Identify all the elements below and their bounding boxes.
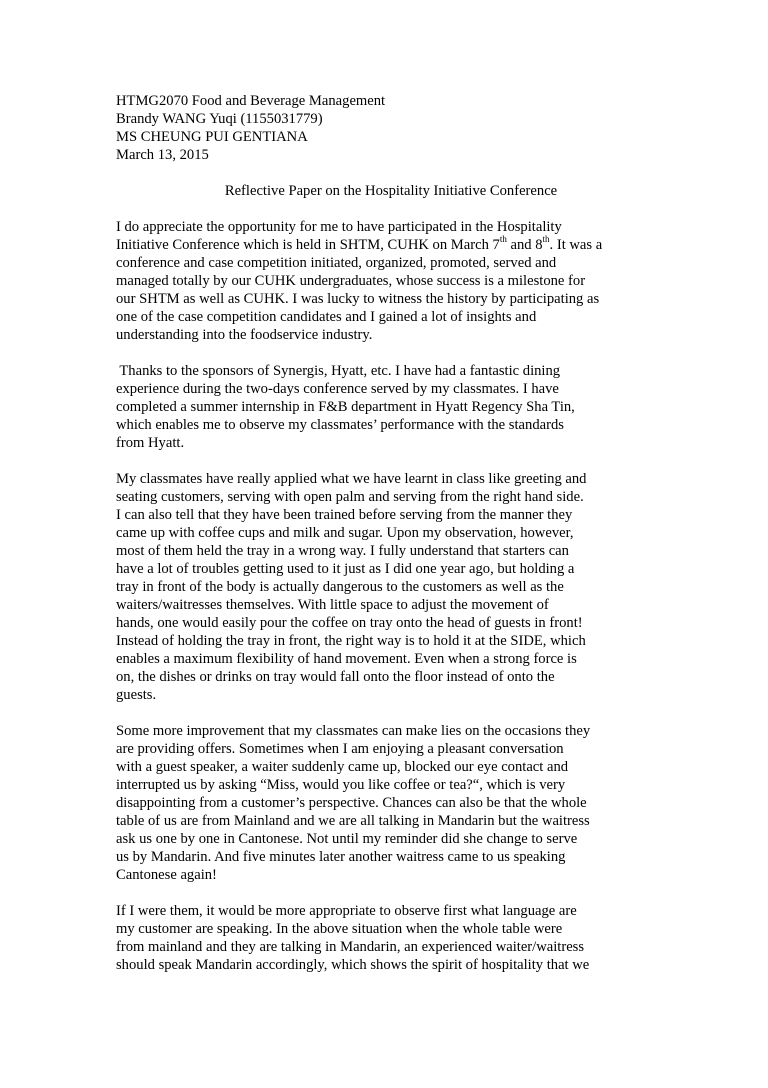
paragraph-line: disappointing from a customer’s perspective. Chances can also be that the whole bbox=[116, 795, 587, 811]
header-block bbox=[116, 92, 656, 164]
paragraph-line: my customer are speaking. In the above situation when the whole table were bbox=[116, 921, 563, 937]
paragraph-line: our SHTM as well as CUHK. I was lucky to witness the history by participating as bbox=[116, 291, 600, 307]
paragraph-line: I can also tell that they have been trained before serving from the manner they bbox=[116, 507, 573, 523]
paragraph-line: understanding into the foodservice industry. bbox=[116, 327, 373, 343]
paragraph-line: ask us one by one in Cantonese. Not until my reminder did she change to serve bbox=[116, 831, 578, 847]
paragraph-3 bbox=[116, 470, 656, 704]
paragraph-4 bbox=[116, 722, 656, 884]
paragraph-line: Cantonese again! bbox=[116, 867, 217, 883]
document-body bbox=[116, 92, 656, 992]
line-text: and 8 bbox=[506, 237, 543, 253]
student-line: Brandy WANG Yuqi (1155031779) bbox=[116, 111, 323, 127]
paragraph-line: on, the dishes or drinks on tray would fall onto the floor instead of onto the bbox=[116, 669, 555, 685]
paragraph-line: table of us are from Mainland and we are all talking in Mandarin but the waitress bbox=[116, 813, 590, 829]
paragraph-1 bbox=[116, 218, 656, 344]
instructor-line: MS CHEUNG PUI GENTIANA bbox=[116, 129, 308, 145]
line-text: Initiative Conference which is held in SHTM, CUHK on March 7 bbox=[116, 237, 500, 253]
paragraph-line: with a guest speaker, a waiter suddenly came up, blocked our eye contact and bbox=[116, 759, 569, 775]
paragraph-line: If I were them, it would be more appropriate to observe first what language are bbox=[116, 903, 577, 919]
course-line: HTMG2070 Food and Beverage Management bbox=[116, 93, 386, 109]
paragraph-line: us by Mandarin. And five minutes later another waitress came to us speaking bbox=[116, 849, 566, 865]
line-text: . It was a bbox=[549, 237, 603, 253]
paragraph-5 bbox=[116, 902, 656, 974]
paragraph-line: managed totally by our CUHK undergraduates, whose success is a milestone for bbox=[116, 273, 586, 289]
paper-title: Reflective Paper on the Hospitality Initiative Conference bbox=[224, 183, 558, 199]
paragraph-line: most of them held the tray in a wrong way. I fully understand that starters can bbox=[116, 543, 569, 559]
paragraph-line: guests. bbox=[116, 687, 157, 703]
paragraph-line: should speak Mandarin accordingly, which shows the spirit of hospitality that we bbox=[116, 957, 590, 973]
paragraph-line: have a lot of troubles getting used to it just as I did one year ago, but holding a bbox=[116, 561, 575, 577]
paragraph-line bbox=[116, 236, 656, 254]
paragraph-line: enables a maximum flexibility of hand movement. Even when a strong force is bbox=[116, 651, 577, 667]
paragraph-line: experience during the two-days conference served by my classmates. I have bbox=[116, 381, 559, 397]
paragraph-line: hands, one would easily pour the coffee on tray onto the head of guests in front! bbox=[116, 615, 583, 631]
paragraph-line: tray in front of the body is actually dangerous to the customers as well as the bbox=[116, 579, 564, 595]
paragraph-line: My classmates have really applied what we have learnt in class like greeting and bbox=[116, 471, 587, 487]
paragraph-2 bbox=[116, 362, 656, 452]
superscript-th: th bbox=[542, 234, 550, 245]
superscript-th: th bbox=[499, 234, 507, 245]
paragraph-line: came up with coffee cups and milk and sugar. Upon my observation, however, bbox=[116, 525, 574, 541]
paragraph-line: from mainland and they are talking in Mandarin, an experienced waiter/waitress bbox=[116, 939, 585, 955]
paragraph-line: from Hyatt. bbox=[116, 435, 185, 451]
paragraph-line: I do appreciate the opportunity for me to have participated in the Hospitality bbox=[116, 219, 562, 235]
paragraph-line: one of the case competition candidates and I gained a lot of insights and bbox=[116, 309, 537, 325]
paragraph-line: which enables me to observe my classmates’ performance with the standards bbox=[116, 417, 564, 433]
paragraph-line: Some more improvement that my classmates can make lies on the occasions they bbox=[116, 723, 591, 739]
date-line: March 13, 2015 bbox=[116, 147, 209, 163]
paragraph-line: seating customers, serving with open palm and serving from the right hand side. bbox=[116, 489, 584, 505]
paragraph-line: are providing offers. Sometimes when I am enjoying a pleasant conversation bbox=[116, 741, 564, 757]
paragraph-line: Thanks to the sponsors of Synergis, Hyatt, etc. I have had a fantastic dining bbox=[116, 363, 561, 379]
paragraph-line: conference and case competition initiated, organized, promoted, served and bbox=[116, 255, 557, 271]
paragraph-line: completed a summer internship in F&B department in Hyatt Regency Sha Tin, bbox=[116, 399, 575, 415]
paragraph-line: Instead of holding the tray in front, the right way is to hold it at the SIDE, which bbox=[116, 633, 586, 649]
paragraph-line: interrupted us by asking “Miss, would you like coffee or tea?“, which is very bbox=[116, 777, 566, 793]
paragraph-line: waiters/waitresses themselves. With little space to adjust the movement of bbox=[116, 597, 549, 613]
